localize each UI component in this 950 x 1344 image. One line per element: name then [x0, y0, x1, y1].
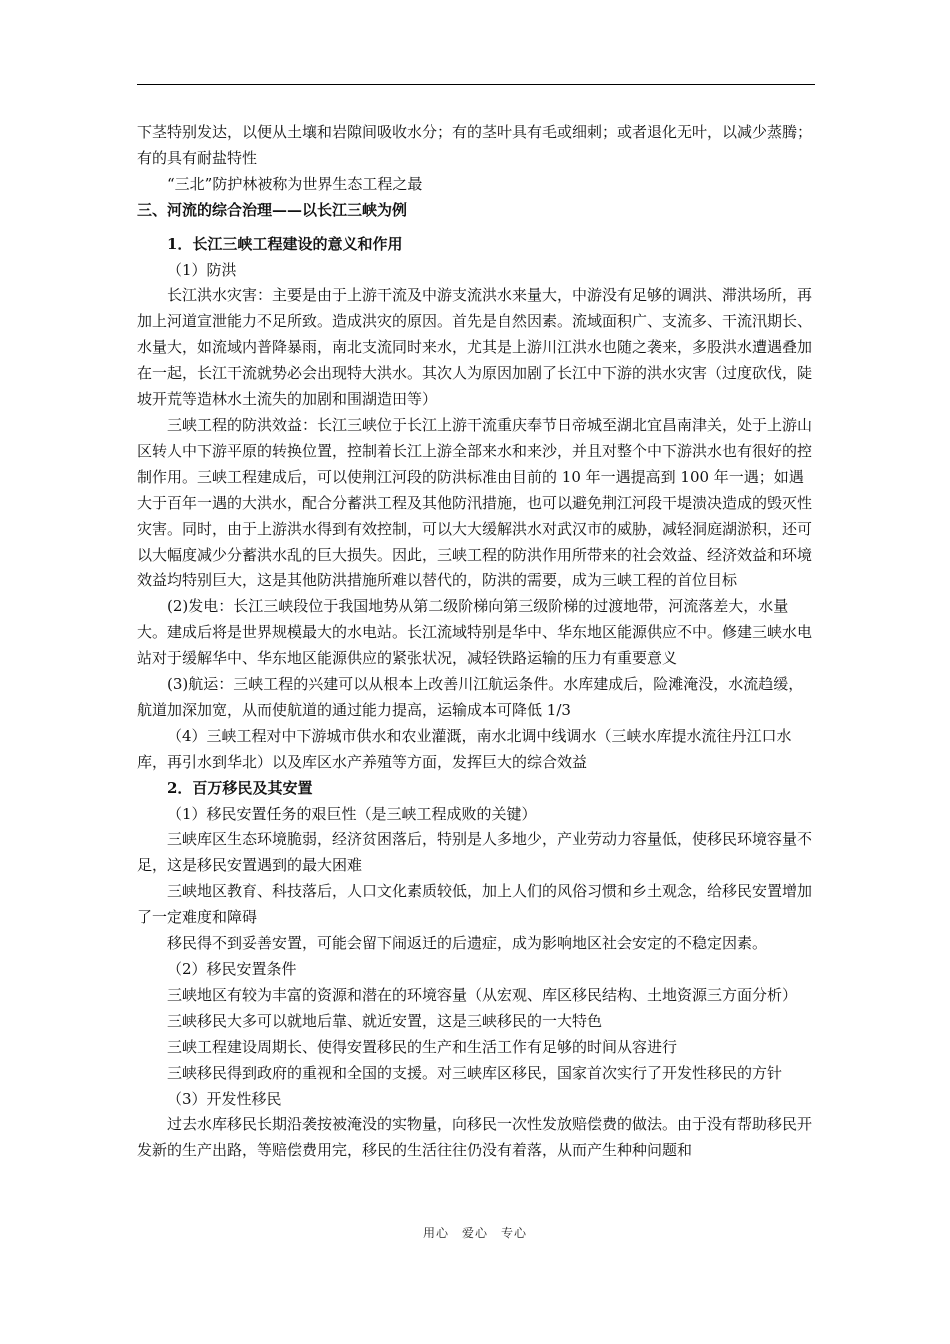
page-footer: 用心 爱心 专心	[422, 1226, 527, 1240]
paragraph: 三峡工程建设周期长、使得安置移民的生产和生活工作有足够的时间从容进行	[167, 1037, 678, 1056]
paragraph: （4）三峡工程对中下游城市供水和农业灌溉，南水北调中线调水（三峡水库提水流往丹江口水库，再引水到华北）以及库区水产养殖等方面，发挥巨大的综合效益	[137, 726, 792, 771]
paragraph: （1）防洪	[167, 260, 237, 279]
paragraph: 三峡移民得到政府的重视和全国的支援。对三峡库区移民，国家首次实行了开发性移民的方针	[167, 1063, 783, 1082]
paragraph: 过去水库移民长期沿袭按被淹没的实物量，向移民一次性发放赔偿费的做法。由于没有帮助移民开发新的生产出路，等赔偿费用完，移民的生活往往仍没有着落，从而产生种种问题和	[137, 1115, 813, 1160]
section-heading: 三、河流的综合治理——以长江三峡为例	[137, 200, 408, 219]
header-rule	[137, 84, 815, 85]
paragraph: 三峡地区有较为丰富的资源和潜在的环境容量（从宏观、库区移民结构、土地资源三方面分析）	[167, 985, 798, 1004]
paragraph: (2)发电：长江三峡段位于我国地势从第二级阶梯向第三级阶梯的过渡地带，河流落差大，水量大。建成后将是世界规模最大的水电站。长江流域特别是华中、华东地区能源供应不中。修建三峡水电站对于缓解华中、华东地区能源供应的紧张状况，减轻铁路运输的压力有重要意义	[137, 597, 813, 668]
paragraph: （1）移民安置任务的艰巨性（是三峡工程成败的关键）	[167, 804, 537, 823]
paragraph: 下茎特别发达，以便从土壤和岩隙间吸收水分；有的茎叶具有毛或细刺；或者退化无叶，以减少蒸腾；有的具有耐盐特性	[137, 123, 813, 167]
paragraph: 三峡库区生态环境脆弱，经济贫困落后，特别是人多地少，产业劳动力容量低，使移民环境容量不足，这是移民安置遇到的最大困难	[137, 830, 813, 875]
paragraph: （2）移民安置条件	[167, 960, 297, 978]
paragraph: 长江洪水灾害：主要是由于上游干流及中游支流洪水来量大，中游没有足够的调洪、滞洪场所，再加上河道宣泄能力不足所致。造成洪灾的原因。首先是自然因素。流域面积广、支流多、干流汛期长、水量大，如流域内普降暴雨，南北支流同时来水，尤其是上游川江洪水也随之袭来，多股洪水遭遇叠加在一起，长江干流就势必会出现特大洪水。其次人为原因加剧了长江中下游的洪水灾害（过度砍伐，陡坡开荒等造林水土流失的加剧和围湖造田等）	[137, 286, 813, 409]
paragraph: 三峡移民大多可以就地后靠、就近安置，这是三峡移民的一大特色	[167, 1011, 603, 1030]
paragraph: 三峡工程的防洪效益：长江三峡位于长江上游干流重庆奉节日帝城至湖北宜昌南津关，处于上游山区转人中下游平原的转换位置，控制着长江上游全部来水和来沙，并且对整个中下游洪水也有很好的控制作用。三峡工程建成后，可以使荆江河段的防洪标准由目前的 10 年一遇提高到 100 年一遇；如遇大于百年一遇的大洪水，配合分蓄洪工程及其他防汛措施，也可以避免荆江河段干堤溃决造成的毁灭性灾害。同时，由于上游洪水得到有效控制，可以大大缓解洪水对武汉市的威胁，减轻洞庭湖淤积，还可以大幅度减少分蓄洪水乱的巨大损失。因此，三峡工程的防洪作用所带来的社会效益、经济效益和环境效益均特别巨大，这是其他防洪措施所难以替代的，防洪的需要，成为三峡工程的首位目标	[137, 415, 813, 590]
paragraph: 三峡地区教育、科技落后，人口文化素质较低，加上人们的风俗习惯和乡土观念，给移民安置增加了一定难度和障碍	[137, 882, 813, 927]
section-heading: 2．百万移民及其安置	[167, 778, 313, 797]
document-body	[137, 120, 817, 1164]
paragraph: 移民得不到妥善安置，可能会留下闹返迁的后遗症，成为影响地区社会安定的不稳定因素。	[167, 934, 768, 953]
paragraph: (3)航运：三峡工程的兴建可以从根本上改善川江航运条件。水库建成后，险滩淹没，水流趋缓，航道加深加宽，从而使航道的通过能力提高，运输成本可降低 1/3	[137, 675, 804, 719]
section-heading: 1．长江三峡工程建设的意义和作用	[167, 234, 403, 253]
paragraph: “三北”防护林被称为世界生态工程之最	[167, 174, 423, 193]
paragraph: （3）开发性移民	[167, 1089, 282, 1108]
